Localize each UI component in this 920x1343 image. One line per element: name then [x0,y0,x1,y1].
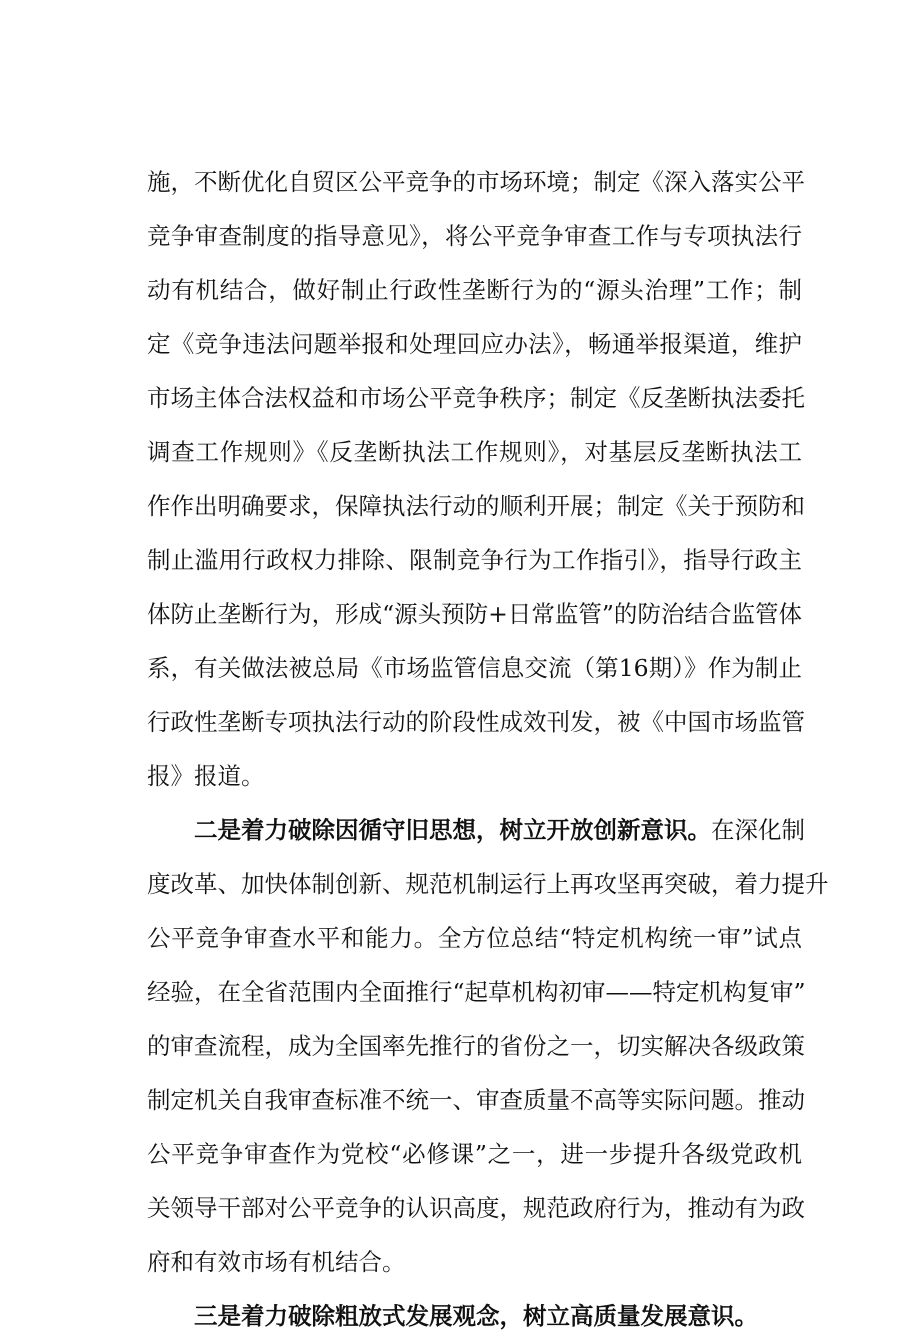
text-line: 动有机结合，做好制止行政性垄断行为的“源头治理”工作；制 [147,276,802,304]
text-line: 关领导干部对公平竞争的认识高度，规范政府行为，推动有为政 [147,1194,805,1222]
text-line: 作作出明确要求，保障执法行动的顺利开展；制定《关于预防和 [147,492,805,520]
paragraph-2 [147,803,829,1289]
text-line: 制止滥用行政权力排除、限制竞争行为工作指引》，指导行政主 [147,546,802,574]
text-line: 施，不断优化自贸区公平竞争的市场环境；制定《深入落实公平 [147,168,805,196]
text-line: 调查工作规则》《反垄断执法工作规则》，对基层反垄断执法工 [147,438,802,466]
paragraph-heading: 三是着力破除粗放式发展观念，树立高质量发展意识。 [194,1302,758,1330]
text-line: 公平竞争审查水平和能力。全方位总结“特定机构统一审”试点 [147,924,802,952]
text-line: 公平竞争审查作为党校“必修课”之一，进一步提升各级党政机 [147,1140,802,1168]
text-line: 经验，在全省范围内全面推行“起草机构初审——特定机构复审” [147,978,806,1006]
text-line: 行政性垄断专项执法行动的阶段性成效刊发，被《中国市场监管 [147,708,805,736]
paragraph-first-line [147,803,805,857]
text-line: 体防止垄断行为，形成“源头预防+日常监管”的防治结合监管体 [147,600,802,628]
paragraph-heading: 二是着力破除因循守旧思想，树立开放创新意识。 [194,816,711,844]
paragraph-3 [147,1289,802,1343]
text-line: 制定机关自我审查标准不统一、审查质量不高等实际问题。推动 [147,1086,805,1114]
paragraph-text: 在深化制 [711,816,805,844]
text-line: 市场主体合法权益和市场公平竞争秩序；制定《反垄断执法委托 [147,384,805,412]
paragraph-1 [147,155,805,803]
text-line: 竞争审查制度的指导意见》，将公平竞争审查工作与专项执法行 [147,222,802,250]
text-line: 的审查流程，成为全国率先推行的省份之一，切实解决各级政策 [147,1032,805,1060]
text-line: 度改革、加快体制创新、规范机制运行上再攻坚再突破，着力提升 [147,870,829,898]
text-line: 府和有效市场有机结合。 [147,1248,406,1276]
text-line: 定《竞争违法问题举报和处理回应办法》，畅通举报渠道，维护 [147,330,802,358]
text-line: 系，有关做法被总局《市场监管信息交流（第16期）》作为制止 [147,654,802,682]
text-line: 报》报道。 [147,762,265,790]
document-page [147,155,829,1343]
